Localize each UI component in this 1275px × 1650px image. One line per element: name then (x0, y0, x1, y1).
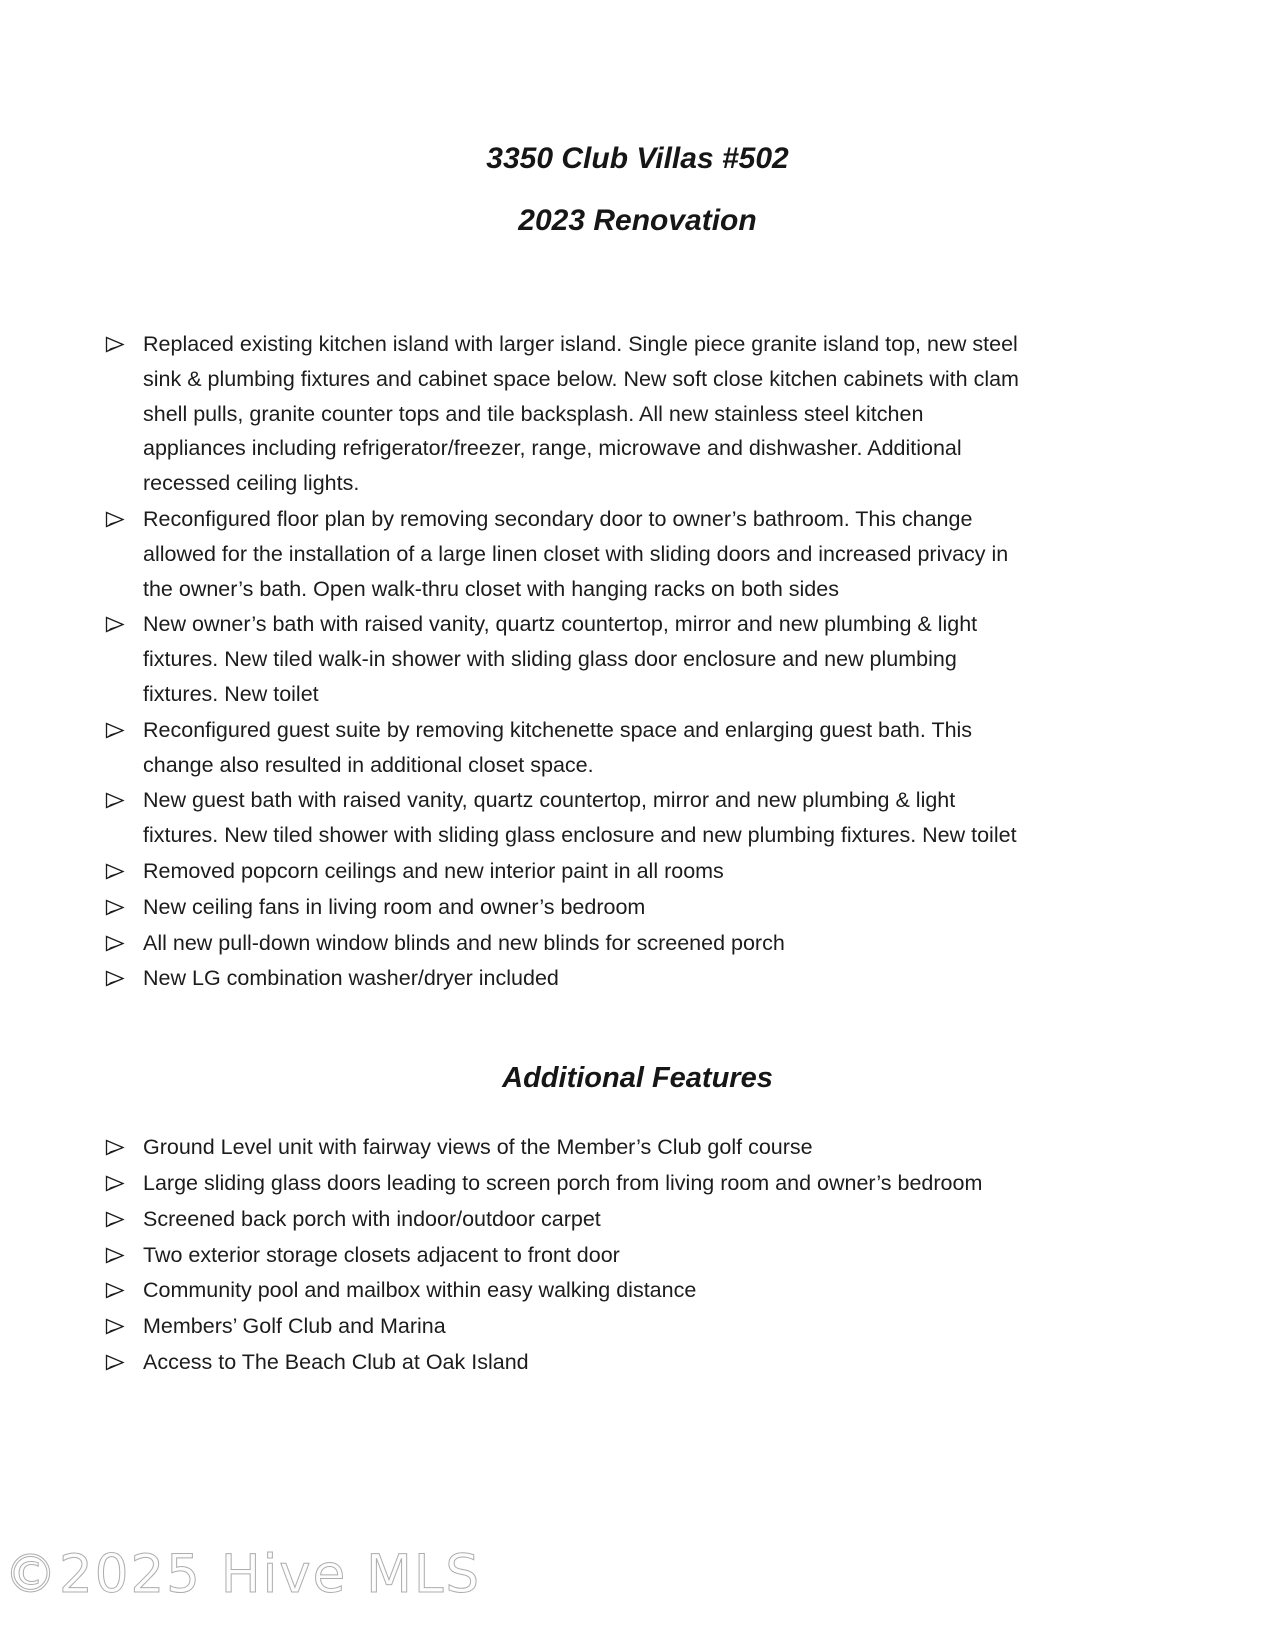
document-subtitle: 2023 Renovation (518, 204, 757, 237)
arrow-bullet-icon (105, 935, 125, 952)
renovation-item (105, 890, 1030, 925)
renovation-item-text: Reconfigured floor plan by removing secondary door to owner’s bathroom. This change allowed for the installation of a large linen closet with sliding doors and increased privacy in the owner’s bath. Open walk-thru closet with hanging racks on both sides (143, 506, 1009, 601)
hive-mls-watermark: ©2025 Hive MLS (4, 1544, 482, 1605)
additional-features-heading: Additional Features (502, 1062, 773, 1095)
arrow-bullet-icon (105, 1139, 125, 1156)
feature-item (105, 1273, 1030, 1308)
arrow-bullet-icon (105, 1354, 125, 1371)
feature-item-text: Community pool and mailbox within easy walking distance (143, 1278, 697, 1303)
feature-item-text: Ground Level unit with fairway views of the Member’s Club golf course (143, 1135, 813, 1160)
arrow-bullet-icon (105, 970, 125, 987)
arrow-bullet-icon (105, 722, 125, 739)
renovation-item-text: Reconfigured guest suite by removing kitchenette space and enlarging guest bath. This change also resulted in additional closet space. (143, 717, 973, 777)
arrow-bullet-icon (105, 792, 125, 809)
feature-item (105, 1130, 1030, 1165)
arrow-bullet-icon (105, 1175, 125, 1192)
feature-item (105, 1345, 1030, 1380)
feature-item-text: Members’ Golf Club and Marina (143, 1314, 446, 1339)
arrow-bullet-icon (105, 1211, 125, 1228)
renovation-item (105, 854, 1030, 889)
renovation-item-text: Replaced existing kitchen island with larger island. Single piece granite island top, new steel sink & plumbing fixtures and cabinet space below. New soft close kitchen cabinets with clam shell pulls, granite counter tops and tile backsplash. All new stainless steel kitchen appliances including refrigerator/freezer, range, microwave and dishwasher. Additional recessed ceiling lights. (143, 332, 1019, 496)
feature-item-text: Large sliding glass doors leading to screen porch from living room and owner’s bedroom (143, 1170, 983, 1195)
renovation-item-text: New ceiling fans in living room and owner’s bedroom (143, 894, 646, 919)
renovation-item-text: New LG combination washer/dryer included (143, 966, 559, 991)
feature-item (105, 1202, 1030, 1237)
renovation-item-text: Removed popcorn ceilings and new interior paint in all rooms (143, 858, 724, 883)
renovation-item (105, 961, 1030, 996)
renovation-item (105, 926, 1030, 961)
renovation-item (105, 502, 1030, 606)
arrow-bullet-icon (105, 616, 125, 633)
renovation-list (0, 327, 1030, 996)
feature-item (105, 1166, 1030, 1201)
renovation-item (105, 783, 1030, 853)
arrow-bullet-icon (105, 899, 125, 916)
arrow-bullet-icon (105, 1318, 125, 1335)
renovation-item-text: All new pull-down window blinds and new blinds for screened porch (143, 930, 785, 955)
feature-item-text: Two exterior storage closets adjacent to front door (143, 1242, 620, 1267)
feature-item (105, 1309, 1030, 1344)
arrow-bullet-icon (105, 863, 125, 880)
arrow-bullet-icon (105, 511, 125, 528)
renovation-item (105, 713, 1030, 783)
renovation-item-text: New guest bath with raised vanity, quartz countertop, mirror and new plumbing & light fixtures. New tiled shower with sliding glass enclosure and new plumbing fixtures. New toilet (143, 788, 1017, 848)
feature-item (105, 1238, 1030, 1273)
feature-item-text: Screened back porch with indoor/outdoor carpet (143, 1206, 601, 1231)
arrow-bullet-icon (105, 336, 125, 353)
arrow-bullet-icon (105, 1247, 125, 1264)
additional-features-list (0, 1130, 1030, 1380)
document-title: 3350 Club Villas #502 (486, 142, 789, 175)
renovation-item (105, 607, 1030, 711)
feature-item-text: Access to The Beach Club at Oak Island (143, 1349, 529, 1374)
arrow-bullet-icon (105, 1282, 125, 1299)
renovation-item-text: New owner’s bath with raised vanity, quartz countertop, mirror and new plumbing & light fixtures. New tiled walk-in shower with sliding glass door enclosure and new plumbing fixtures. New toilet (143, 612, 978, 706)
renovation-item (105, 327, 1030, 501)
